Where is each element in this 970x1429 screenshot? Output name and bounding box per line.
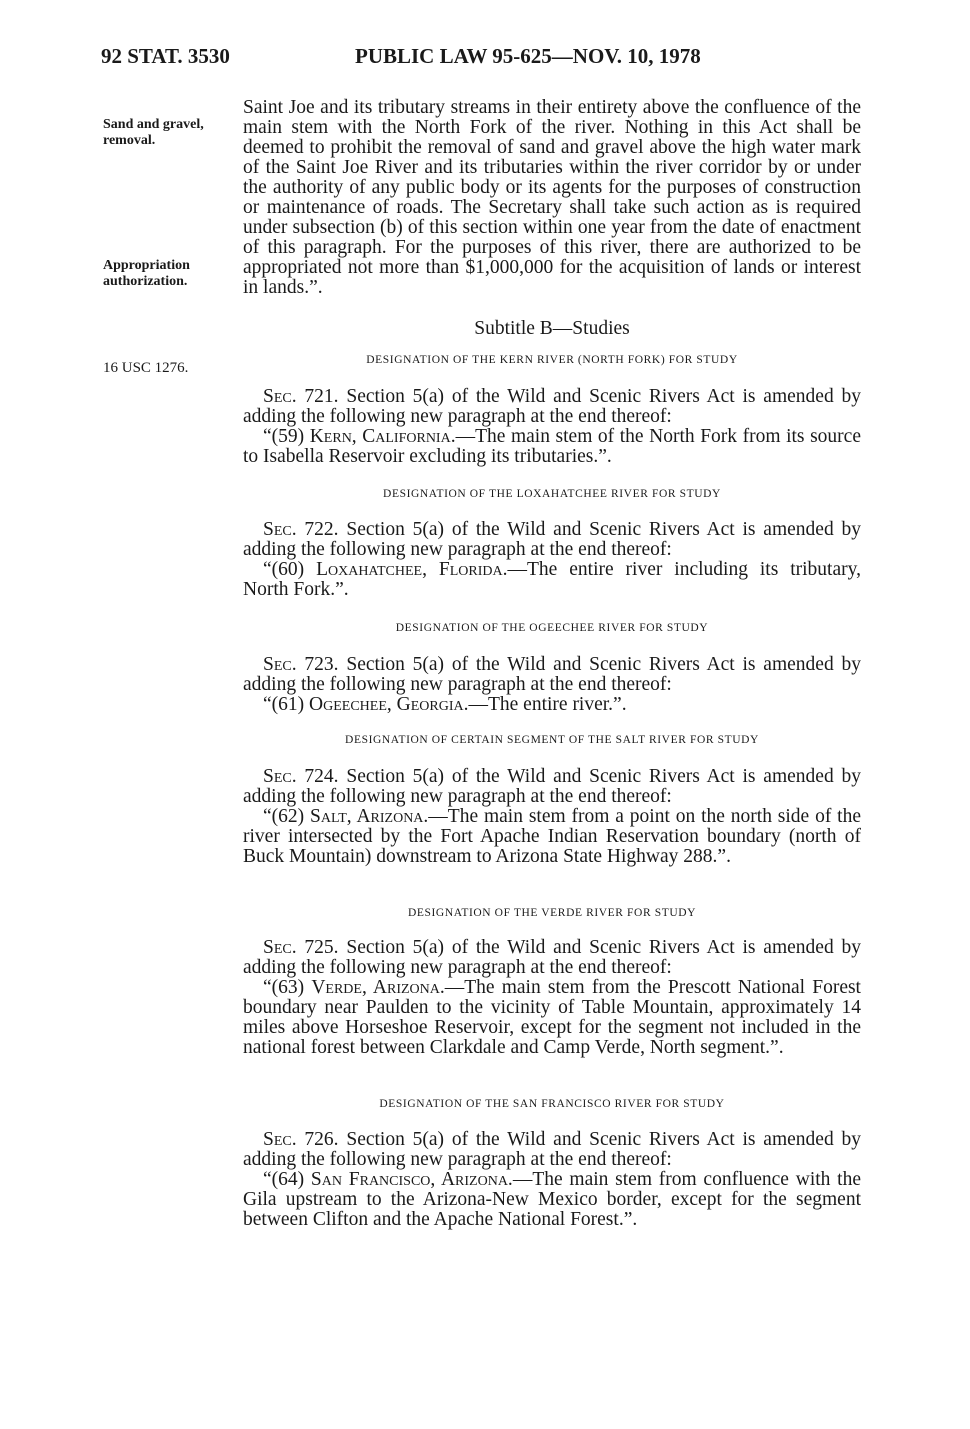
paragraph-number: “(61) [263,694,310,715]
section-label: Sec. [263,1129,297,1150]
section-heading: DESIGNATION OF THE KERN RIVER (NORTH FORK) FOR STUDY [366,354,738,366]
quoted-paragraph [243,807,861,867]
margin-note-appropriation: Appropriation authorization. [103,258,190,289]
section-text [243,655,861,695]
river-description: —The main stem from confluence with the Gila upstream to the Arizona-New Mexico border, except for the segment between Clifton and the Apache National Forest.”. [243,1169,861,1230]
river-description: —The entire river.”. [468,694,627,715]
margin-note-sand-gravel: Sand and gravel, removal. [103,117,204,148]
section-label: Sec. [263,386,297,407]
paragraph-number: “(60) [263,559,317,580]
paragraph-number: “(63) [263,977,312,998]
section-text [243,767,861,807]
paragraph-number: “(64) [263,1169,311,1190]
section-heading: DESIGNATION OF THE LOXAHATCHEE RIVER FOR STUDY [383,488,721,500]
section-heading: DESIGNATION OF CERTAIN SEGMENT OF THE SALT RIVER FOR STUDY [345,734,759,746]
margin-note-usc-citation: 16 USC 1276. [103,360,189,376]
section-text [243,938,861,978]
river-name: Kern, California. [309,426,456,447]
section-text [243,387,861,427]
section-text [243,1130,861,1170]
subtitle-heading: Subtitle B—Studies [474,318,630,339]
quoted-paragraph [243,1170,861,1230]
section-heading: DESIGNATION OF THE VERDE RIVER FOR STUDY [407,907,697,919]
section-body: 722. Section 5(a) of the Wild and Scenic Rivers Act is amended by adding the following new paragraph at the end thereof: [243,519,861,560]
section-text [243,520,861,560]
section-726 [243,1130,861,1230]
section-724 [243,767,861,867]
running-header: PUBLIC LAW 95-625—NOV. 10, 1978 [355,44,701,68]
section-body: 721. Section 5(a) of the Wild and Scenic Rivers Act is amended by adding the following new paragraph at the end thereof: [243,386,861,427]
section-heading: DESIGNATION OF THE OGEECHEE RIVER FOR STUDY [395,622,709,634]
river-name: Loxahatchee, Florida. [316,559,508,580]
quoted-paragraph [243,427,861,467]
river-description: —The main stem of the North Fork from its source to Isabella Reservoir excluding its tributaries.”. [243,426,861,467]
section-body: 726. Section 5(a) of the Wild and Scenic Rivers Act is amended by adding the following new paragraph at the end thereof: [243,1129,861,1170]
river-description: —The entire river including its tributary, North Fork.”. [243,559,861,600]
section-body: 723. Section 5(a) of the Wild and Scenic Rivers Act is amended by adding the following new paragraph at the end thereof: [243,654,861,695]
section-label: Sec. [263,766,297,787]
river-name: Verde, Arizona. [311,977,445,998]
section-723 [243,655,861,715]
section-label: Sec. [263,519,297,540]
section-label: Sec. [263,654,297,675]
section-label: Sec. [263,937,297,958]
river-description: —The main stem from the Prescott National Forest boundary near Paulden to the vicinity of Table Mountain, approximately 14 miles above Horseshoe Reservoir, except for the segment not included in the national forest between Clarkdale and Camp Verde, North segment.”. [243,977,861,1058]
river-name: Ogeechee, Georgia. [309,694,469,715]
river-name: San Francisco, Arizona. [310,1169,513,1190]
quoted-paragraph [243,560,861,600]
section-heading: DESIGNATION OF THE SAN FRANCISCO RIVER FOR STUDY [379,1098,725,1110]
section-body: 725. Section 5(a) of the Wild and Scenic Rivers Act is amended by adding the following new paragraph at the end thereof: [243,937,861,978]
quoted-paragraph [243,978,861,1058]
paragraph-number: “(59) [263,426,310,447]
intro-paragraph-block [243,98,861,298]
section-722 [243,520,861,600]
section-body: 724. Section 5(a) of the Wild and Scenic Rivers Act is amended by adding the following new paragraph at the end thereof: [243,766,861,807]
section-725 [243,938,861,1058]
river-description: —The main stem from a point on the north side of the river intersected by the Fort Apache Indian Reservation boundary (north of Buck Mountain) downstream to Arizona State Highway 288.”. [243,806,861,867]
page-stat-citation: 92 STAT. 3530 [101,44,230,68]
paragraph-number: “(62) [263,806,311,827]
river-name: Salt, Arizona. [310,806,429,827]
section-721 [243,387,861,467]
intro-paragraph: Saint Joe and its tributary streams in their entirety above the confluence of the main stem with the North Fork of the river. Nothing in this Act shall be deemed to prohibit the removal of sand and gravel above the high water mark of the Saint Joe River and its tributaries within the river corridor by or under the authority of any public body or its agents for the purposes of construction or maintenance of roads. The Secretary shall take such action as is required under subsection (b) of this section within one year from the date of enactment of this paragraph. For the purposes of this river, there are authorized to be appropriated not more than $1,000,000 for the acquisition of lands or interest in lands.”. [243,97,861,298]
quoted-paragraph [243,695,861,715]
